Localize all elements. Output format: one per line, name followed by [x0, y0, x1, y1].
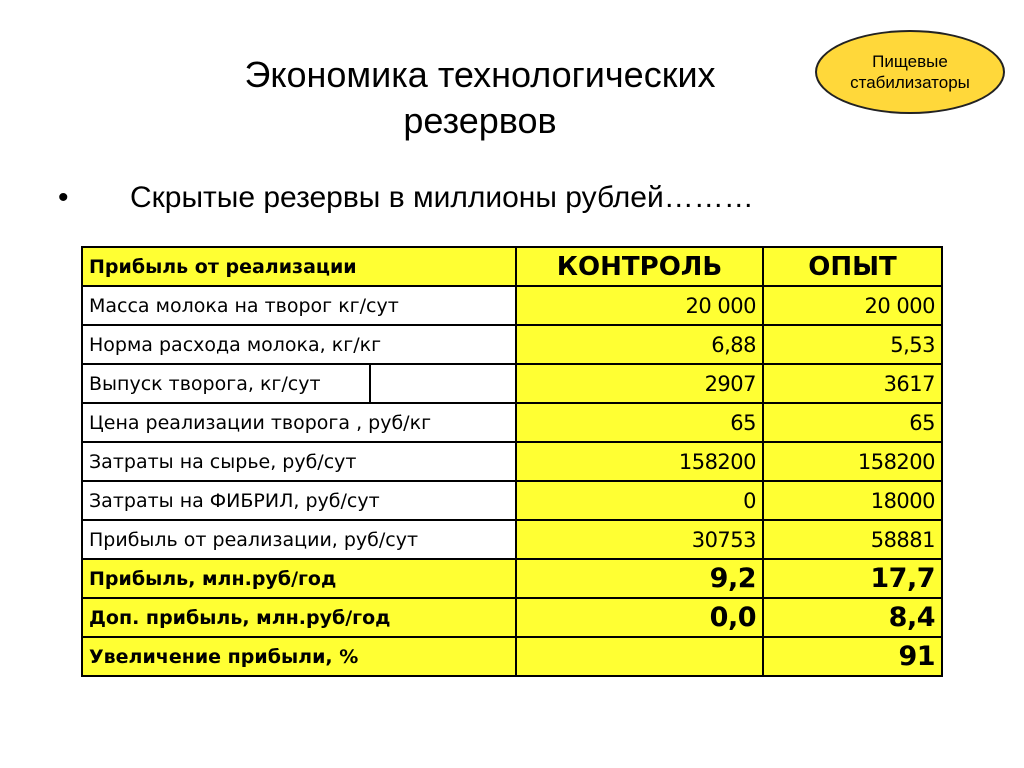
- control-value: [516, 637, 763, 676]
- table-row-summary: [82, 559, 942, 598]
- table-row-summary: [82, 598, 942, 637]
- experiment-value: 91: [763, 637, 942, 676]
- control-value: 6,88: [516, 325, 763, 364]
- table-row: [82, 442, 942, 481]
- row-label: Затраты на сырье, руб/сут: [82, 442, 516, 481]
- row-label: Цена реализации творога , руб/кг: [82, 403, 516, 442]
- control-value: 158200: [516, 442, 763, 481]
- experiment-value: 5,53: [763, 325, 942, 364]
- row-label: Прибыль, млн.руб/год: [82, 559, 516, 598]
- table-row: [82, 364, 942, 403]
- slide-title: [140, 52, 820, 144]
- row-label: Прибыль от реализации, руб/сут: [82, 520, 516, 559]
- control-value: 65: [516, 403, 763, 442]
- header-experiment: ОПЫТ: [763, 247, 942, 286]
- experiment-value: 65: [763, 403, 942, 442]
- control-value: 30753: [516, 520, 763, 559]
- row-label: Выпуск творога, кг/сут: [82, 364, 370, 403]
- control-value: 20 000: [516, 286, 763, 325]
- header-control: КОНТРОЛЬ: [516, 247, 763, 286]
- table-header-row: [82, 247, 942, 286]
- table-row: [82, 286, 942, 325]
- experiment-value: 17,7: [763, 559, 942, 598]
- experiment-value: 18000: [763, 481, 942, 520]
- row-label: Норма расхода молока, кг/кг: [82, 325, 516, 364]
- bullet-dot: •: [58, 181, 69, 214]
- row-label: Доп. прибыль, млн.руб/год: [82, 598, 516, 637]
- control-value: 0,0: [516, 598, 763, 637]
- experiment-value: 158200: [763, 442, 942, 481]
- title-line-2: резервов: [403, 100, 557, 141]
- topic-badge: [815, 30, 1005, 114]
- table-row: [82, 325, 942, 364]
- bullet-text: Скрытые резервы в миллионы рублей………: [130, 181, 754, 214]
- experiment-value: 8,4: [763, 598, 942, 637]
- row-label: Затраты на ФИБРИЛ, руб/сут: [82, 481, 516, 520]
- header-label: Прибыль от реализации: [82, 247, 516, 286]
- title-line-1: Экономика технологических: [244, 54, 716, 95]
- badge-line-1: Пищевые: [872, 52, 948, 71]
- badge-line-2: стабилизаторы: [850, 73, 970, 92]
- control-value: 0: [516, 481, 763, 520]
- row-label: Масса молока на творог кг/сут: [82, 286, 516, 325]
- table-row: [82, 520, 942, 559]
- experiment-value: 58881: [763, 520, 942, 559]
- profit-table: [81, 246, 943, 677]
- control-value: 2907: [516, 364, 763, 403]
- experiment-value: 20 000: [763, 286, 942, 325]
- table-row: [82, 403, 942, 442]
- table-row: [82, 481, 942, 520]
- row-label: Увеличение прибыли, %: [82, 637, 516, 676]
- control-value: 9,2: [516, 559, 763, 598]
- experiment-value: 3617: [763, 364, 942, 403]
- table-row-summary: [82, 637, 942, 676]
- empty-cell: [370, 364, 516, 403]
